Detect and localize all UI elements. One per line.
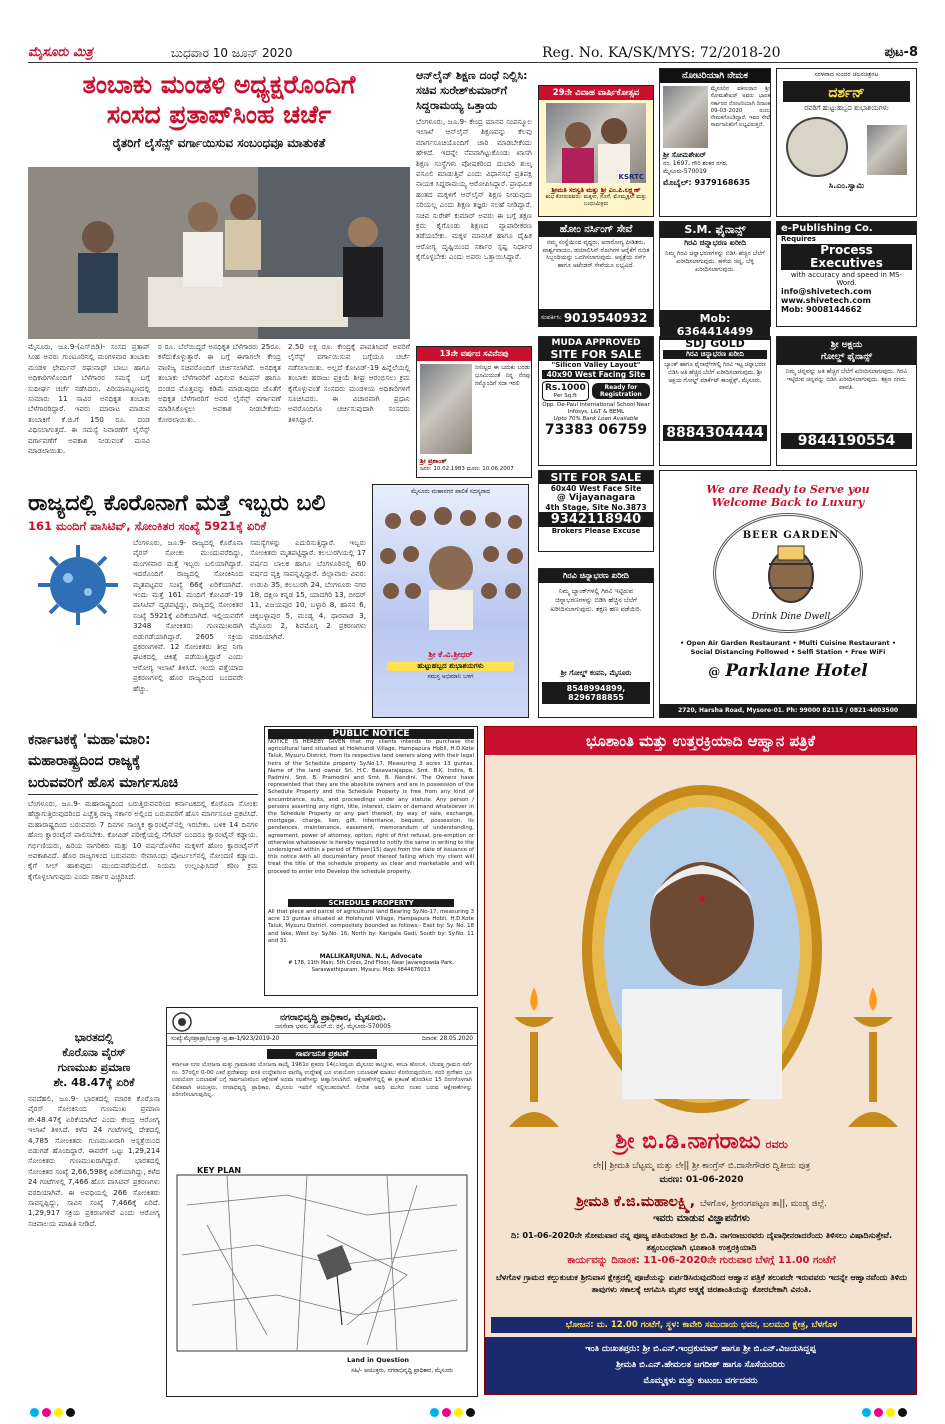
schedule-title: SCHEDULE PROPERTY: [288, 899, 454, 907]
india-head2: ಕೊರೊನಾ ವೈರಸ್: [62, 1046, 126, 1059]
birthday-banner: ಹುಟ್ಟುಹಬ್ಬದ ಶುಭಾಶಯಗಳು: [387, 662, 514, 671]
vij-location: @ Vijayanagara: [556, 493, 636, 503]
yellow-mark: [886, 1408, 895, 1417]
yellow-mark: [54, 1408, 63, 1417]
beer-brand: BEER GARDEN: [742, 530, 840, 541]
magenta-mark: [874, 1408, 883, 1417]
meeting-photo: [28, 167, 410, 339]
akshaya-subtitle: ಗೋಲ್ಡ್ ಫೈನಾನ್ಸ್: [820, 352, 873, 362]
lead-subheadline: ರೈತರಿಗೆ ಲೈಸೆನ್ಸ್ ವರ್ಗಾಯಿಸುವ ಸಂಬಂಧವೂ ಮಾತುಕತೆ: [112, 136, 326, 150]
anniversary-29-names: ಶ್ರೀಮತಿ ಸರಸ್ವತಿ ಮತ್ತು ಶ್ರೀ ಎಂ.ಪಿ.ಲಕ್ಷ್ಮಣ್: [551, 186, 641, 194]
epub-requires: Requires: [781, 235, 816, 243]
notary-address: ನಂ. 1697, ಗೌರಿ ಶಂಕರ ನಗರ, ಮೈಸೂರು-570019: [663, 160, 728, 175]
obituary-para1: ದಿ: 01-06-2020ನೇ ಸೋಮವಾರ ನನ್ನ ಪೂಜ್ಯ ಪತಿಯವರಾದ ಶ್ರೀ ಬಿ.ಡಿ. ನಾಗರಾಜುರವರು ದೈವಾಧೀನರಾದರೆಂದು ತಿಳಿಸಲು ವಿಷಾದಿಸುತ್ತೇವೆ. ತತ್ಸಂಬಂಧವಾಗಿ ಭೂಶಾಂತಿ ಉತ್ತರಕ್ರಿಯಾದಿ: [510, 1230, 893, 1252]
muda-phone: 73383 06759: [544, 422, 648, 438]
black-mark: [66, 1408, 75, 1417]
registration-marks-center: [430, 1402, 478, 1421]
cyan-mark: [430, 1408, 439, 1417]
giravi-phone: 8548994899, 8296788855: [542, 682, 650, 704]
left-lamp-icon: [499, 977, 569, 1137]
notice-date: ದಿನಾಂಕ: 28.05.2020: [421, 1036, 473, 1042]
birthday-group-photo: [373, 496, 530, 646]
keyplan-map: [167, 1175, 477, 1353]
akshaya-body: ನಿಮ್ಮ ಚಿನ್ನವನ್ನು ಅತಿ ಹೆಚ್ಚಿನ ಬೆಲೆಗೆ ಖರೀದಿಸಲಾಗುವುದು. ಗಿರವಿ ಇಟ್ಟಿರುವ ಚಿನ್ನವನ್ನು ಬಿಡಿಸಿ ಖರೀದಿಸಲಾಗುವುದು. ತಕ್ಷಣ ನಗದು ಪಾವತಿ.: [785, 368, 908, 391]
corona-body-col1: ಬೆಂಗಳೂರು, ಜೂ.9- ರಾಜ್ಯದಲ್ಲಿ ಕೊರೊನಾ ವೈರಸ್ ಸೋಂಕು ಮುಂದುವರೆದಿದ್ದು, ಮಂಗಳವಾರ ಮತ್ತೆ ಇಬ್ಬರು ಬಲಿಯಾಗಿದ್ದಾರೆ. ಇದರೊಂದಿಗೆ ರಾಜ್ಯದಲ್ಲಿ ಸೋಂಕಿನಿಂದ ಮೃತಪಟ್ಟವರ ಸಂಖ್ಯೆ 66ಕ್ಕೆ ಏರಿಕೆಯಾಗಿದೆ. ಇಂದು ಮತ್ತೆ 161 ಮಂದಿಗೆ ಕೋವಿಡ್-19 ಪಾಸಿಟಿವ್ ದೃಢಪಟ್ಟಿದ್ದು, ರಾಜ್ಯದಲ್ಲಿ ಸೋಂಕಿತರ ಸಂಖ್ಯೆ 5921ಕ್ಕೆ ಏರಿಕೆಯಾಗಿದೆ. ಇಲ್ಲಿಯವರೆಗೆ 3248 ಸೋಂಕಿತರು ಗುಣಮುಖರಾಗಿ ಬಿಡುಗಡೆಯಾಗಿದ್ದಾರೆ. 2605 ಸಕ್ರಿಯ ಪ್ರಕರಣಗಳಿವೆ. 12 ಸೋಂಕಿತರು ತೀವ್ರ ನಿಗಾ ಘಟಕದಲ್ಲಿ ಚಿಕಿತ್ಸೆ ಪಡೆಯುತ್ತಿದ್ದಾರೆ ಎಂದು ಆರೋಗ್ಯ ಇಲಾಖೆ ತಿಳಿಸಿದೆ. ಇಂದು ಪತ್ತೆಯಾದ ಪ್ರಕರಣಗಳಲ್ಲಿ ಹೊರ ರಾಜ್ಯದಿಂದ ಬಂದವರೇ ಹೆಚ್ಚು.: [133, 538, 243, 693]
land-in-question-label: Land in Question: [347, 1356, 410, 1364]
obituary-para3: ಬೆಳಗೊಳ ಗ್ರಾಮದ ಕಲ್ಲುಕುಚುಕ ಶ್ರೀನಿವಾಸ ಕ್ಷೇತ್ರದಲ್ಲಿ ಪೂಜೆಯನ್ನು ಏರ್ಪಡಿಸಿರುವುದರಿಂದ ಆಹ್ವಾನ ಪತ್ರಿಕೆ ತಲುಪದೇ ಇರುವವರು ಇದನ್ನೇ ಆಹ್ವಾನವೆಂದು ತಿಳಿದು ತಾವುಗಳು ಸಕಾಲಕ್ಕೆ ಆಗಮಿಸಿ ಮೃತರ ಆತ್ಮಕ್ಕೆ ಚಿರಶಾಂತಿಯನ್ನು ಕೋರಬೇಕಾಗಿ ವಿನಂತಿ.: [495, 1272, 908, 1294]
epub-website: www.shivetech.com: [781, 296, 871, 305]
authority-title: ನಗರಾಭಿವೃದ್ಧಿ ಪ್ರಾಧಿಕಾರ, ಮೈಸೂರು.: [279, 1013, 387, 1023]
beer-barrel-icon: [756, 546, 826, 606]
sdj-gold-ad: [659, 336, 771, 466]
deceased-name: ಶ್ರೀ ಬಿ.ಡಿ.ನಾಗರಾಜು: [615, 1129, 761, 1154]
notary-photo: [663, 86, 708, 148]
memorial-13-photo: [420, 364, 472, 454]
sm-finance-phone: Mob: 6364414499: [660, 310, 770, 340]
magenta-mark: [42, 1408, 51, 1417]
sm-finance-title: S.M. ಫೈನಾನ್ಸ್: [660, 222, 770, 238]
yellow-mark: [454, 1408, 463, 1417]
meeting-photo-graphic: [28, 167, 410, 339]
muda-title2: SITE FOR SALE: [550, 348, 642, 361]
epub-role-line1: Process: [820, 243, 873, 257]
memorial-13-name: ಶ್ರೀ ಪ್ರಶಾಂತ್: [420, 457, 447, 465]
memorial-13-dates: ಜನನ: 10.02.1983 ಮರಣ: 10.06.2007: [420, 466, 514, 472]
india-head3: ಗುಣಮುಖ ಪ್ರಮಾಣ: [57, 1061, 131, 1074]
paper-name: ಮೈಸೂರು ಮಿತ್ರ: [28, 45, 93, 60]
sm-finance-subtitle: ಗಿರವಿ ಚಿನ್ನಾಭರಣ ಖರೀದಿ: [684, 238, 746, 247]
lead-body-col3: 2.50 ಲಕ್ಷ ರೂ. ಕೇಂದ್ರಕ್ಕೆ ಪಾವತಿಸಿದರೆ ಅವರಿಗೆ ಲೈಸೆನ್ಸ್ ವರ್ಗಾಯಿಸುವ ಬಗ್ಗೆಯೂ ಚರ್ಚೆ ನಡೆಸಲಾಯಿತು. ಅಲ್ಲದೆ ಕೋವಿಡ್-19 ಹಿನ್ನೆಲೆಯಲ್ಲಿ ತಂಬಾಕು ಹರಾಜು ಪ್ರಕ್ರಿಯೆ ಶೀಘ್ರ ಆರಂಭಿಸಲು ಕ್ರಮ ಕೈಗೊಳ್ಳುವಂತೆ ಸಂಸದರು ಮಂಡಳಿಯ ಅಧಿಕಾರಿಗಳಿಗೆ ಸೂಚಿಸಿದರು. ಈ ವಿಚಾರವಾಗಿ ಪ್ರಧಾನಿ ಅವರೊಂದಿಗೂ ಚರ್ಚಿಸುವುದಾಗಿ ಸಂಸದರು ತಿಳಿಸಿದ್ದಾರೆ.: [288, 342, 410, 424]
wife-place: ಬೆಳಗೊಳ, ಶ್ರೀರಂಗಪಟ್ಟಣ ತಾ||, ಮಂಡ್ಯ ಜಿಲ್ಲೆ.: [700, 1199, 828, 1209]
muda-registration: Ready for Registration: [592, 383, 650, 399]
karnataka-head1: ಕರ್ನಾಟಕಕ್ಕೆ 'ಮಹಾ'ಮಾರಿ:: [28, 732, 151, 748]
hotel-address: 2720, Harsha Road, Mysore-01. Ph: 99000 82115 / 0821-4003500: [660, 704, 916, 717]
anniversary-29-ad: [538, 85, 654, 217]
anniversary-29-title: 29ನೇ ವಿವಾಹ ವಾರ್ಷಿಕೋತ್ಸವ: [539, 86, 653, 100]
mourners-line3: ಮೊಮ್ಮಕ್ಕಳು ಮತ್ತು ಕುಟುಂಬ ವರ್ಗದವರು: [643, 1376, 758, 1386]
cyan-mark: [862, 1408, 871, 1417]
lead-headline-line1: ತಂಬಾಕು ಮಂಡಳಿ ಅಧ್ಯಕ್ಷರೊಂದಿಗೆ: [82, 70, 356, 99]
epub-title: e-Publishing Co.: [777, 222, 916, 235]
giravi-gold-ad: [538, 568, 654, 718]
schedule-body: All that piece and parcel of agricultural land Bearing Sy.No-17, measuring 3 acre 13 guntas situated at Holehundi Village, Hampapura Hobli, H.D.Kote Taluk, Mysuru District. compositely bounded as follows:- East by: Sy. No. 18 and lake, West by: Sy.No. 16, North by: Karigala Gadi, South by: Sy.No. 11 and 31.: [268, 909, 474, 944]
lead-headline-block: [28, 70, 410, 165]
beer-features: • Open Air Garden Restaurant • Multi Cuisine Restaurant • Social Distancing Followed • Selfi Station • Free WiFi: [679, 639, 896, 656]
wife-name: ಶ್ರೀಮತಿ ಕೆ.ಜಿ.ಮಹಾಲಕ್ಷ್ಮಿ,: [575, 1194, 696, 1210]
parklane-beer-garden-ad: [659, 470, 917, 718]
online-education-story: [416, 68, 532, 338]
couple-photo: [546, 103, 646, 183]
sm-finance-ad: [659, 221, 771, 338]
notice-heading: ಸಾರ್ವಜನಿಕ ಪ್ರಕಟಣೆ: [267, 1049, 377, 1059]
karnataka-head3: ಬರುವವರಿಗೆ ಹೊಸ ಮಾರ್ಗಸೂಚಿ: [28, 772, 258, 795]
page-number: ಪುಟ-8: [884, 45, 918, 60]
karnataka-body: ಬೆಂಗಳೂರು, ಜೂ.9- ಮಹಾರಾಷ್ಟ್ರದಿಂದ ಬರುತ್ತಿರುವವರಿಂದ ಕರ್ನಾಟಕದಲ್ಲಿ ಕೊರೊನಾ ಸೋಂಕು ಹೆಚ್ಚಾಗುತ್ತಿರುವುದರಿಂದ ಎಚ್ಚೆತ್ತ ರಾಜ್ಯ ಸರ್ಕಾರ ಅಲ್ಲಿಂದ ಬರುವವರಿಗೆ ಹೊಸ ಮಾರ್ಗಸೂಚಿ ಪ್ರಕಟಿಸಿದೆ. ಮಹಾರಾಷ್ಟ್ರದಿಂದ ಬರುವವರು 7 ದಿನಗಳ ಸಾಂಸ್ಥಿಕ ಕ್ವಾರಂಟೈನ್‌ನಲ್ಲಿ ಇರಬೇಕು. ಬಳಿಕ 14 ದಿನಗಳ ಹೋಂ ಕ್ವಾರಂಟೈನ್ ಪಾಲಿಸಬೇಕು. ಕೋವಿಡ್ ಪರೀಕ್ಷೆಯಲ್ಲಿ ನೆಗೆಟಿವ್ ಬಂದರೂ ಕ್ವಾರಂಟೈನ್ ಕಡ್ಡಾಯ. ಗರ್ಭಿಣಿಯರು, ಹಿರಿಯ ನಾಗರಿಕರು ಮತ್ತು 10 ವರ್ಷದೊಳಗಿನ ಮಕ್ಕಳಿಗೆ ಹೋಂ ಕ್ವಾರಂಟೈನ್‌ಗೆ ಅವಕಾಶವಿದೆ. ಹೊರ ರಾಜ್ಯಗಳಿಂದ ಬರುವವರು ಸೇವಾಸಿಂಧು ಪೋರ್ಟಲ್‌ನಲ್ಲಿ ನೋಂದಣಿ ಕಡ್ಡಾಯ. ಕೈಗೆ ಸೀಲ್ ಹಾಕುವುದು ಮುಂದುವರೆಯಲಿದೆ. ನಿಯಮ ಉಲ್ಲಂಘಿಸಿದರೆ ಕಠಿಣ ಕ್ರಮ ಕೈಗೊಳ್ಳಲಾಗುವುದು ಎಂದು ಸರ್ಕಾರ ಎಚ್ಚರಿಸಿದೆ.: [28, 799, 258, 881]
authority-address: ಜನಸೇವಾ ಭವನ, ಜೆ.ಎಲ್.ಬಿ. ರಸ್ತೆ, ಮೈಸೂರು-570005: [275, 1023, 391, 1030]
memorial-13-ad: [416, 346, 532, 478]
giravi-name: ಶ್ರೀ ಗೋಲ್ಡ್ ಕಂಪನಿ, ಮೈಸೂರು: [560, 669, 632, 677]
home-nursing-title: ಹೋಂ ನರ್ಸಿಂಗ್ ಸೇವೆ: [539, 222, 653, 237]
india-head4: ಶೇ. 48.47ಕ್ಕೆ ಏರಿಕೆ: [53, 1076, 135, 1089]
deceased-name-suffix: ರವರು: [765, 1138, 788, 1151]
birthday-person-name: ಶ್ರೀ ಕೆ.ವಿ.ಶ್ರೀಧರ್: [428, 650, 473, 659]
notary-name: ಶ್ರೀ ಸೋಮಶೇಖರ್: [663, 151, 706, 159]
advocate-address: # 178, 11th Main, 5th Cross, 2nd Floor, Near Javaregowda Park, Saraswathipuram, Mysuru. Mob: 9844676013: [288, 960, 454, 973]
giravi-title: ಗಿರವಿ ಚಿನ್ನಾಭರಣ ಖರೀದಿ: [539, 569, 653, 583]
india-recovery-story: [28, 1030, 160, 1394]
darshan-top-line: ಸರಳವಾದ ಸುಂದರ ಚಲನಚಿತ್ರನಟ: [814, 71, 879, 78]
memorial-13-title: 13ನೇ ವರ್ಷದ ಸವಿನೆನಪು: [417, 347, 531, 361]
lead-body-col2: ರ ರೂ. ಬೆಲೆಯಿದ್ದರೆ ಅನಧಿಕೃತ ಬೆಳೆಗಾರರು 25ರೂ. ಕಳೆದುಕೊಳ್ಳುತ್ತಾರೆ. ಈ ಬಗ್ಗೆ ಈಗಾಗಲೇ ಕೇಂದ್ರ ವಾಣಿಜ್ಯ ಸಚಿವರೊಂದಿಗೆ ಚರ್ಚಿಸಲಾಗಿದೆ. ಅನಧಿಕೃತ ತಂಬಾಕು ಬೆಳೆಗಾರರಿಗೆ ವಿಧಿಸುವ ಕಮಿಷನ್ ಹಾಗೂ ದಂಡದ ಮೊತ್ತವನ್ನು ಕಡಿಮೆ ಮಾಡುವುದರ ಜೊತೆಗೆ ಅಧಿಕೃತ ಬೆಳೆಗಾರರಿಗೆ ಅವರ ಲೈಸೆನ್ಸ್ ವರ್ಗಾವಣೆ ಮಾಡಿಸಿಕೊಳ್ಳಲು ಅವಕಾಶ ನೀಡಬೇಕೆಂದು ಕೋರಲಾಯಿತು.: [158, 342, 281, 424]
sm-finance-body: ನಿಮ್ಮ ಗಿರವಿ ಚಿನ್ನಾಭರಣಗಳನ್ನು ಬಿಡಿಸಿ ಹೆಚ್ಚಿನ ಬೆಲೆಗೆ ಖರೀದಿಸಲಾಗುವುದು. ಹಳೆಯ ಚಿನ್ನ, ಬೆಳ್ಳಿ ಖರೀದಿಸಲಾಗುವುದು.: [665, 250, 765, 273]
well-wisher-photo: [867, 125, 907, 175]
registration-number: Reg. No. KA/SK/MYS: 72/2018-20: [542, 45, 781, 61]
darshan-subtitle: ರವರಿಗೆ ಹುಟ್ಟುಹಬ್ಬದ ಶುಭಾಶಯಗಳು: [804, 104, 889, 112]
obituary-invitation: [484, 726, 917, 1395]
meal-venue: ಭೋಜನ: ಮ. 12.00 ಗಂಟೆಗೆ, ಸ್ಥಳ: ಕಾವೇರಿ ಸಮುದಾಯ ಭವನ, ಬಲಮುರಿ ಕ್ಷೇತ್ರ, ಬೆಳಗೊಳ: [491, 1317, 912, 1333]
obituary-header: ಭೂಶಾಂತಿ ಮತ್ತು ಉತ್ತರಕ್ರಿಯಾದಿ ಆಹ್ವಾನ ಪತ್ರಿಕೆ: [485, 727, 916, 755]
corona-headline: ರಾಜ್ಯದಲ್ಲಿ ಕೊರೊನಾಗೆ ಮತ್ತೆ ಇಬ್ಬರು ಬಲಿ: [28, 491, 326, 516]
issue-date: ಬುಧವಾರ 10 ಜೂನ್ 2020: [171, 46, 293, 60]
epub-detail: with accuracy and speed in MS-Word.: [790, 271, 903, 287]
hotel-at: @: [708, 665, 721, 679]
portrait-frame: [577, 779, 827, 1119]
right-lamp-icon: [838, 977, 908, 1137]
akshaya-title: ಶ್ರೀ ಅಕ್ಷಯ: [830, 340, 863, 350]
public-notice-body: NOTICE IS HEREBY GIVEN that my clients intends to purchase the agricultural land situated at Holehundi Village, Hampapura Hobli, H.D.Kote Taluk, Mysuru District, from its respective land owners along with their legal heirs of the Schedule property Sy.No.17, Measuring 3 acres 13 guntas. Name of the land owner Sri. H.C. Basavarajappa, Smt. B.K. Indira, B. Padmini, Smt. B. Pramodini and Smt. B. Nandini. The Owners have represented that they are the absolute owners and are in possession of the Schedule Property and the Schedule Property is free from any kind of encumbrance, suits, and proceedings under any statute. Any person / persons asserting any right, title, interest, claim or demand whatsoever in the Schedule Property or any part thereof, by way of sale, exchange, mortgage, charge, lien, gift, inheritance, bequest, possession, lis pendences, maintenance, easement, memorandum of understanding, agreement, power of attorney, option, right of first refusal, pre-emption or otherwise whatsoever is hereby required to notify the same in writing to the undersigned within a period of Fifteen(15) days from the date of issuance of this notice with all documentary proof thereof failing which my client will treat the title of the schedule property as clear and marketable and will proceed to enter into Develop the schedule property.: [268, 739, 474, 875]
obituary-para2: ಕಾರ್ಯವನ್ನು ದಿನಾಂಕ: 11-06-2020ನೇ ಗುರುವಾರ ಬೆಳಗ್ಗೆ 11.00 ಗಂಟೆಗೆ: [567, 1255, 836, 1266]
online-headline: ಆನ್‌ಲೈನ್ ಶಿಕ್ಷಣ ದಂಧೆ ನಿಲ್ಲಿಸಿ: ಸಚಿವ ಸುರೇಶ್‌ಕುಮಾರ್‌ಗೆ ಸಿದ್ದರಾಮಯ್ಯ ಒತ್ತಾಯ: [416, 69, 528, 112]
beer-tagline: Drink Dine Dwell: [751, 612, 831, 622]
birthday-caption: ಸಮಸ್ತ ಅಭಿಮಾನಿ ಬಳಗ: [427, 673, 474, 680]
notice-body: ಕರ್ನಾಟಕ ನಗರ ಯೋಜನಾ ಮತ್ತು ಗ್ರಾಮಾಂತರ ಯೋಜನಾ ಕಾಯ್ದೆ 1961ರ ಪ್ರಕರಣ 14(ಎ)ರನ್ವಯ ಮೈಸೂರು ತಾಲ್ಲೂಕು, ಕಸಬಾ ಹೋಬಳಿ, ಬೆಲವತ್ತ ಗ್ರಾಮದ ಸರ್ವೆ ನಂ. 37ರಲ್ಲಿನ 0-00 ಎಕರೆ ಪ್ರದೇಶವನ್ನು ವಸತಿ ಉದ್ದೇಶದಿಂದ ವಾಣಿಜ್ಯ ಉದ್ದೇಶಕ್ಕೆ ಭೂ ಉಪಯೋಗ ಬದಲಾವಣೆ ಮಾಡಲು ಕೋರಿರುವುದರಿಂದ, ಸದರಿ ಪ್ರದೇಶದ ಭೂ ಉಪಯೋಗ ಬದಲಾವಣೆ ಬಗ್ಗೆ ಸಾರ್ವಜನಿಕರಿಂದ ಆಕ್ಷೇಪಣೆ ಅಥವಾ ಸಲಹೆಗಳನ್ನು ಆಹ್ವಾನಿಸಲಾಗಿದೆ. ಆಕ್ಷೇಪಣೆಗಳಿದ್ದಲ್ಲಿ ಈ ಪ್ರಕಟಣೆ ಹೊರಡಿಸಿದ 15 ದಿನಗಳೊಳಗಾಗಿ ಲಿಖಿತವಾಗಿ ಆಯುಕ್ತರು, ನಗರಾಭಿವೃದ್ಧಿ ಪ್ರಾಧಿಕಾರ, ಮೈಸೂರು ಇವರಿಗೆ ಸಲ್ಲಿಸಬಹುದಾಗಿದೆ. ನಿಗದಿತ ಅವಧಿ ಮುಗಿದ ನಂತರ ಬರುವ ಆಕ್ಷೇಪಣೆಗಳನ್ನು ಪರಿಗಣಿಸಲಾಗುವುದಿಲ್ಲ.: [172, 1062, 472, 1099]
notary-title: ನೋಟರಿಯಾಗಿ ನೇಮಕ: [660, 69, 770, 83]
epub-phone: Mob: 9008144662: [781, 305, 862, 314]
authority-signature: ಸಹಿ/- ಆಯುಕ್ತರು, ನಗರಾಭಿವೃದ್ಧಿ ಪ್ರಾಧಿಕಾರ, ಮೈಸೂರು: [351, 1368, 453, 1374]
cyan-mark: [30, 1408, 39, 1417]
death-date: ಮರಣ: 01-06-2020: [659, 1175, 744, 1185]
corona-story: [28, 490, 366, 724]
india-body: ನವದೆಹಲಿ, ಜೂ.9- ಭಾರತದಲ್ಲಿ ಮಾರಕ ಕೊರೊನಾ ವೈರಸ್ ಸೋಂಕಿನಿಂದ ಗುಣಮುಖ ಪ್ರಮಾಣ ಶೇ.48.47ಕ್ಕೆ ಏರಿಕೆಯಾಗಿದೆ ಎಂದು ಕೇಂದ್ರ ಆರೋಗ್ಯ ಇಲಾಖೆ ತಿಳಿಸಿದೆ. ಕಳೆದ 24 ಗಂಟೆಗಳಲ್ಲಿ ದೇಶದಲ್ಲಿ 4,785 ಸೋಂಕಿತರು ಗುಣಮುಖರಾಗಿ ಆಸ್ಪತ್ರೆಯಿಂದ ಬಿಡುಗಡೆ ಹೊಂದಿದ್ದಾರೆ. ಈವರೆಗೆ ಒಟ್ಟು 1,29,214 ಸೋಂಕಿತರು ಗುಣಮುಖರಾಗಿದ್ದಾರೆ. ಭಾರತದಲ್ಲಿ ಸೋಂಕಿತರ ಸಂಖ್ಯೆ 2,66,598ಕ್ಕೆ ಏರಿಕೆಯಾಗಿದ್ದು, ಕಳೆದ 24 ಗಂಟೆಗಳಲ್ಲಿ 7,466 ಹೊಸ ಪಾಸಿಟಿವ್ ಪ್ರಕರಣಗಳು ವರದಿಯಾಗಿವೆ. ಈ ಅವಧಿಯಲ್ಲಿ 266 ಸೋಂಕಿತರು ಸಾವನ್ನಪ್ಪಿದ್ದು, ಸಾವಿನ ಸಂಖ್ಯೆ 7,466ಕ್ಕೆ ಏರಿದೆ. 1,29,917 ಸಕ್ರಿಯ ಪ್ರಕರಣಗಳಿವೆ ಎಂದು ಆರೋಗ್ಯ ಸಚಿವಾಲಯ ಮಾಹಿತಿ ನೀಡಿದೆ.: [28, 1094, 160, 1228]
darshan-birthday-ad: [776, 68, 917, 217]
muda-title1: MUDA APPROVED: [551, 338, 641, 348]
karnataka-head2: ಮಹಾರಾಷ್ಟ್ರದಿಂದ ರಾಜ್ಯಕ್ಕೆ: [28, 753, 141, 769]
epublishing-ad: [776, 221, 917, 327]
lead-headline-line2: ಸಂಸದ ಪ್ರತಾಪ್‌ಸಿಂಹ ಚರ್ಚೆ: [106, 100, 332, 129]
akshaya-phone: 9844190554: [781, 433, 912, 449]
lead-body-col1: ಮೈಸೂರು, ಜೂ.9-(ಎಸ್‌ಬಿಡಿ)- ಸಂಸದ ಪ್ರತಾಪ್ ಸಿಂಹ ಅವರು ಗುಂಟೂರಿನಲ್ಲಿ ಮಂಗಳವಾರ ತಂಬಾಕು ಮಂಡಳಿ ಛೇರ್ಮನ್ ರಘುನಾಥ್ ಬಾಬು ಹಾಗೂ ಅಧಿಕಾರಿಗಳೊಂದಿಗೆ ಬೆಳೆಗಾರರ ಸಮಸ್ಯೆ ಬಗ್ಗೆ ಸುದೀರ್ಘ ಚರ್ಚೆ ನಡೆಸಿದರು. ಪಿರಿಯಾಪಟ್ಟಣದಲ್ಲಿ ಸುಮಾರು 11 ಸಾವಿರ ಅನಧಿಕೃತ ತಂಬಾಕು ಬೆಳೆಗಾರರಿದ್ದಾರೆ. ಇವರು ಮಾರಾಟ ಮಾಡುವ ತಂಬಾಕಿಗೆ ಕೆ.ಜಿ.ಗೆ 150 ರೂ. ದಂಡ ವಿಧಿಸಲಾಗುತ್ತದೆ. ಈ ಸಮಸ್ಯೆ ನಿವಾರಣೆಗೆ ಲೈಸೆನ್ಸ್ ವರ್ಗಾವಣೆಗೆ ಅವಕಾಶ ನೀಡುವಂತೆ ಮನವಿ ಮಾಡಲಾಯಿತು.: [28, 342, 150, 456]
muda-price-unit: Per Sq.ft: [553, 393, 577, 399]
notary-body: ಮೈಸೂರಿನ ವಕೀಲರಾದ ಶ್ರೀ ಸೋಮಶೇಖರ್ ಅವರು ಭಾರತ ಸರ್ಕಾರದ ನೋಟರಿಯಾಗಿ ದಿನಾಂಕ 09-03-2020 ರಂದು ನೇಮಕಗೊಂಡಿದ್ದಾರೆ. ಇವರ ಸೇವೆ ಸಾರ್ವಜನಿಕರಿಗೆ ಲಭ್ಯವಿರುತ್ತದೆ.: [710, 86, 770, 129]
vij-title: SITE FOR SALE: [539, 471, 653, 484]
home-nursing-phone: 9019540932: [563, 311, 648, 325]
muda-loan: Upto 70% Bank Loan Available: [553, 416, 639, 422]
keyplan-title: KEY PLAN: [197, 1166, 242, 1175]
corona-subheadline: 161 ಮಂದಿಗೆ ಪಾಸಿಟಿವ್, ಸೋಂಕಿತರ ಸಂಖ್ಯೆ 5921ಕ್ಕೆ ಏರಿಕೆ: [28, 519, 267, 533]
home-nursing-ad: [538, 221, 654, 327]
mourners-line2: ಶ್ರೀಮತಿ ಬಿ.ಎನ್.ಹೇಮಲತ ಜಗದೀಶ್ ಹಾಗೂ ಸೊಸೆಯಂದಿರು: [616, 1360, 785, 1370]
home-nursing-body: ನಮ್ಮ ಸಂಸ್ಥೆಯಿಂದ ವೃದ್ಧರು, ಅನಾರೋಗ್ಯ ಪೀಡಿತರು, ಪಾರ್ಶ್ವವಾಯು, ಡಯಾಲಿಸಿಸ್ ರೋಗಿಗಳ ಆರೈಕೆಗೆ ನುರಿತ ಸಿಬ್ಬಂದಿಯನ್ನು ಒದಗಿಸಲಾಗುವುದು. ಆಸ್ಪತ್ರೆಯ ನರ್ಸ್ ಹಾಗೂ ಅಟೆಂಡರ್ ಸೇವೆಯೂ ಲಭ್ಯವಿದೆ.: [542, 239, 650, 269]
muda-site-ad: [538, 336, 654, 466]
vij-note: Brokers Please Excuse: [551, 527, 641, 535]
akshaya-gold-ad: [776, 336, 917, 466]
beer-line2: Welcome Back to Luxury: [711, 496, 865, 509]
darshan-signature: ಸಿ.ಎಂ.ಸ್ವಾಮಿ: [828, 181, 865, 190]
hotel-name: Parklane: [725, 661, 811, 681]
masthead: [28, 43, 918, 63]
memorial-13-poem: ನೀನಿಲ್ಲದ ಈ ಬದುಕು ಬರಡು ಭೂಮಿಯಂತೆ ನಿನ್ನ ನೆನಪು ನಮ್ಮೊಂದಿಗೆ ಸದಾ ಇರಲಿ: [475, 365, 530, 387]
epub-email: info@shivetech.com: [781, 287, 872, 296]
giravi-body: ನಿಮ್ಮ ಬ್ಯಾಂಕ್‌ಗಳಲ್ಲಿ ಗಿರವಿ ಇಟ್ಟಿರುವ ಚಿನ್ನಾಭರಣಗಳನ್ನು ಬಿಡಿಸಿ ಹೆಚ್ಚಿನ ಬೆಲೆಗೆ ಖರೀದಿಸಲಾಗುವುದು. ತಕ್ಷಣ ಹಣ ಪಡೆಯಿರಿ.: [550, 587, 642, 613]
virus-icon: [28, 540, 128, 630]
online-body: ಬೆಂಗಳೂರು, ಜೂ.9- ಕೇಂದ್ರ ಮಾನವ ಸಂಪನ್ಮೂಲ ಇಲಾಖೆ ಆನ್‌ಲೈನ್ ಶಿಕ್ಷಣವನ್ನು ಕೆಲವು ಮಾರ್ಗಸೂಚಿಯೊಂದಿಗೆ ಜಾರಿ ಮಾಡಬೇಕೆಂದು ಹೇಳಿದೆ. ಇದನ್ನೇ ನೆಪವಾಗಿಟ್ಟುಕೊಂಡು ಖಾಸಗಿ ಶಿಕ್ಷಣ ಸಂಸ್ಥೆಗಳು ಪೋಷಕರಿಂದ ದುಬಾರಿ ಶುಲ್ಕ ವಸೂಲಿ ಮಾಡುತ್ತಿವೆ ಎಂದು ವಿಧಾನಸಭೆ ಪ್ರತಿಪಕ್ಷ ನಾಯಕ ಸಿದ್ದರಾಮಯ್ಯ ಆರೋಪಿಸಿದ್ದಾರೆ. ಪ್ರಾಥಮಿಕ ಹಂತದ ಮಕ್ಕಳಿಗೆ ಆನ್‌ಲೈನ್ ಶಿಕ್ಷಣ ನೀಡುವುದು ಸರಿಯಲ್ಲ ಎಂದು ಶಿಕ್ಷಣ ತಜ್ಞರು ಸಲಹೆ ನೀಡಿದ್ದಾರೆ. ಸಚಿವ ಸುರೇಶ್ ಕುಮಾರ್ ಅವರು ಈ ಬಗ್ಗೆ ತಕ್ಷಣ ಕ್ರಮ ಕೈಗೊಂಡು ಶಿಕ್ಷಣದ ವ್ಯಾಪಾರೀಕರಣ ತಡೆಯಬೇಕು. ಮಕ್ಕಳ ಮಾನಸಿಕ ಹಾಗೂ ದೈಹಿಕ ಆರೋಗ್ಯ ದೃಷ್ಟಿಯಿಂದ ಸರ್ಕಾರ ಸ್ಪಷ್ಟ ನಿರ್ಧಾರ ಕೈಗೊಳ್ಳಬೇಕು ಎಂದು ಅವರು ಒತ್ತಾಯಿಸಿದ್ದಾರೆ.: [416, 117, 532, 262]
notary-ad: [659, 68, 771, 217]
hotel-word: Hotel: [815, 661, 868, 681]
corona-body-col2: ಸಮಸ್ಯೆಗಳನ್ನು ಎದುರಿಸುತ್ತಿದ್ದಾರೆ. ಇಬ್ಬರು ಸೋಂಕಿತರು ಮೃತಪಟ್ಟಿದ್ದಾರೆ. ಕಲಬುರಗಿಯಲ್ಲಿ 17 ವರ್ಷದ ಬಾಲಕ ಹಾಗೂ ಬೆಂಗಳೂರಿನಲ್ಲಿ 60 ವರ್ಷದ ವ್ಯಕ್ತಿ ಸಾವನ್ನಪ್ಪಿದ್ದಾರೆ. ಜಿಲ್ಲಾವಾರು ವಿವರ: ಉಡುಪಿ 35, ಕಲಬುರಗಿ 24, ಬೆಂಗಳೂರು ನಗರ 18, ದಕ್ಷಿಣ ಕನ್ನಡ 15, ಯಾದಗಿರಿ 13, ಬೀದರ್ 11, ವಿಜಯಪುರ 10, ಬಳ್ಳಾರಿ 8, ಹಾಸನ 6, ಚಿಕ್ಕಬಳ್ಳಾಪುರ 5, ಮಂಡ್ಯ 4, ಧಾರವಾಡ 3, ಮೈಸೂರು 2, ಶಿವಮೊಗ್ಗ 2 ಪ್ರಕರಣಗಳು ವರದಿಯಾಗಿವೆ.: [250, 538, 366, 641]
muda-dims: 40x90 West Facing Site: [542, 370, 650, 379]
invitation-line: ಇವರು ಮಾಡುವ ವಿಜ್ಞಾಪನೆಗಳು: [653, 1213, 750, 1224]
beer-garden-emblem: [713, 513, 863, 633]
beer-line1: We are Ready to Serve you: [706, 483, 870, 496]
deceased-parentage: ಲೇ|| ಶ್ರೀಮತಿ ಬೆಟ್ಟಮ್ಮ ಮತ್ತು ಲೇ|| ಶ್ರೀ ಕಾಂಗ್ರೆಸ್ ಬಿ.ದಾಸೇಗೌಡರ ದ್ವಿತೀಯ ಪುತ್ರ: [592, 1161, 811, 1171]
notice-reference: ಸಂಖ್ಯೆ:ಮೈನಪ್ರಾಪ್ರಾ/ಭೂಸ್ವಾ-ಪ್ರ.ಶಾ-1/923/2019-20: [171, 1036, 280, 1042]
india-head1: ಭಾರತದಲ್ಲಿ: [74, 1031, 114, 1044]
sdj-title: SDJ GOLD: [685, 337, 745, 350]
epub-role-line2: Executives: [810, 256, 883, 270]
muda-public-notice: [166, 1007, 478, 1397]
sdj-subtitle: ಗಿರವಿ ಚಿನ್ನಾಭರಣ ಖರೀದಿ: [663, 350, 767, 359]
home-nursing-contact-label: ಸಂಪರ್ಕಿಸಿ:: [541, 314, 562, 321]
mourners-line1: ಇಂತಿ ದುಃಖತಪ್ತರು: ಶ್ರೀ ಬಿ.ಎನ್.ಇಂದ್ರಕುಮಾರ್ ಹಾಗೂ ಶ್ರೀ ಬಿ.ಎನ್.ವಿಜಯಸಿದ್ದಪ್ಪ: [585, 1344, 816, 1354]
public-notice-title: PUBLIC NOTICE: [268, 729, 474, 739]
muda-address: Opp. De-Paul International School Near Infosys, L&T & BEML: [542, 402, 650, 415]
couple-photo-graphic: [546, 103, 646, 183]
anniversary-29-wishes: ಶುಭ ಕೋರುವವರು: ಮಕ್ಕಳು, ಸೊಸೆ, ಮೊಮ್ಮಕ್ಕಳು ಮತ್ತು ಬಂಧುಮಿತ್ರರು: [545, 194, 647, 207]
registration-marks-right: [862, 1402, 910, 1421]
karnataka-guidelines-story: [28, 730, 258, 1020]
sdj-phone: 8884304444: [663, 425, 767, 441]
birthday-top-line: ಮೈಸೂರು ಮಹಾನಗರ ಪಾಲಿಕೆ ಸದಸ್ಯರಾದ: [410, 488, 491, 495]
black-mark: [466, 1408, 475, 1417]
muda-layout: "Silicon Valley Layout": [551, 361, 641, 369]
vij-phone: 9342118940: [539, 512, 653, 527]
ksrtc-badge: KSRTC: [618, 173, 644, 181]
darshan-photo: [786, 117, 848, 177]
authority-emblem-icon: [171, 1011, 193, 1033]
public-notice: [264, 726, 478, 996]
vijayanagara-site-ad: [538, 470, 654, 552]
sdj-body: ಬ್ಯಾಂಕ್ ಹಾಗೂ ಫೈನಾನ್ಸ್‌ಗಳಲ್ಲಿ ಗಿರವಿ ಇಟ್ಟ ಚಿನ್ನಾಭರಣ ಬಿಡಿಸಿ ಅತಿ ಹೆಚ್ಚಿನ ಬೆಲೆಗೆ ಖರೀದಿಸಲಾಗುವುದು. ಶ್ರೀ ಅಕ್ಷಯ ಗೋಲ್ಡ್ ಮಾರ್ಕೆಟ್ ಕಾಂಪ್ಲೆಕ್ಸ್, ಮೈಸೂರು.: [664, 362, 766, 384]
black-mark: [898, 1408, 907, 1417]
vij-dims: 60x40 West Face Site: [550, 484, 642, 493]
notary-phone: ಮೊಬೈಲ್: 9379168635: [663, 178, 751, 187]
vij-stage: 4th Stage, Site No.3873: [545, 503, 647, 512]
magenta-mark: [442, 1408, 451, 1417]
muda-price: Rs.1000: [545, 383, 586, 393]
darshan-title: ದರ್ಶನ್: [828, 85, 865, 101]
registration-marks-left: [30, 1402, 78, 1421]
corporator-birthday-ad: [372, 484, 529, 718]
advocate-name: MALLIKARJUNA. N.L, Advocate: [319, 953, 423, 960]
